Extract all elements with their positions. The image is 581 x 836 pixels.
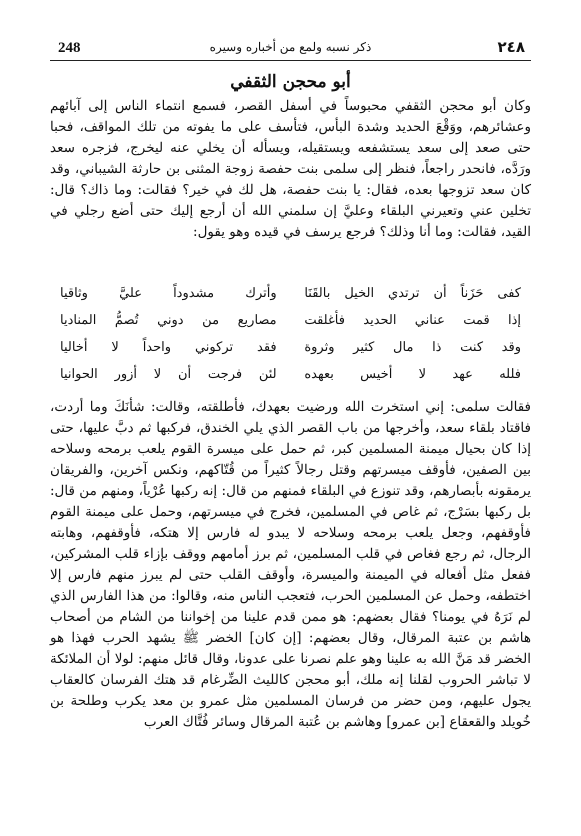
section-title: أبو محجن الثقفي: [230, 72, 351, 92]
paragraph-2: فقالت سلمى: إني استخرت الله ورضيت بعهدك، فأطلقته، وقالت: شأنَكَ وما أردت، فاقتاد بلقاء سعد، وأخرجها من باب القصر الذي يلي الخندق، فركبها ثم دبَّ عليها، حتى إذا كان بحيال ميمنة المسلمين كبر، ثم حمل على ميسرة القوم يلعب برمحه وسلاحه بين الصفين، فأوقف ميسرتهم وقتل رجالاً كثيراً من قُتّاكهم، ونكس آخرين، والفريقان يرمقونه بأبصارهم، وقد تنوزع في البلقاء فمنهم من قال: إنه ركبها عُرْياً، ومنهم من قال: بل ركبها بسَرْج، ثم غاص في المسلمين، فخرج في ميسرتهم، وحمل على ميمنة القوم فأوقفهم، وجعل يلعب برمحه وسلاحه لا يبدو له فارس إلا هتكه، فأوقفهم، وهابته الرجال، ثم رجع فغاص في قلب المسلمين، ثم برز أمامهم ووقف بإزاء قلب المشركين، ففعل مثل أفعاله في الميمنة والميسرة، وأوقف القلب حتى لم يبرز منهم فارس إلا اختطفه، وحمل عن المسلمين الحرب، فتعجب الناس منه، وقالوا: من هذا الفارس الذي لم نَرَهُ في يومنا؟ فقال بعضهم: هو ممن قدم علينا من إخواننا من الشام من أصحاب هاشم بن عتبة المرقال، وقال بعضهم: [إن كان] الخضر ﷺ يشهد الحرب فهذا هو الخضر قد مَنَّ الله به علينا وهو علم نصرنا على عدونا، وقال قائل منهم: لولا أن الملائكة لا تباشر الحروب لقلنا إنه ملك، أبو محجن كالليث الضِّرغام قد هتك الفرسان كالعقاب يجول عليهم، ومن حضر من فرسان المسلمين مثل عمرو بن معد يكرب وطلحة بن خُويلد والقعقاع [بن عمرو] وهاشم بن عُتبة المرقال وسائر فُتَّاك العرب: [50, 399, 531, 730]
verse-1-first-hemistich: كفى حَزَناً أن ترتدي الخيل بالقَنَا: [304, 286, 521, 301]
verse-3-second-hemistich: فقد تركوني واحداً لا أخاليا: [60, 340, 277, 355]
page-number-latin: 248: [58, 40, 81, 56]
verse-4-second-hemistich: لئن فرجت أن لا أزور الحوانيا: [60, 367, 277, 382]
poem-verse-4: [60, 361, 521, 388]
poem-verse-2: [60, 307, 521, 334]
poem: [60, 280, 521, 388]
verse-3-first-hemistich: وقد كنت ذا مال كثير وثروة: [304, 340, 521, 355]
verse-2-first-hemistich: إذا قمت عناني الحديد فأغلقت: [304, 313, 521, 328]
verse-2-second-hemistich: مصاريع من دوني تُصمُّ المناديا: [60, 313, 277, 328]
running-title: ذكر نسبه ولمع من أخباره وسيره: [209, 40, 372, 54]
verse-4-first-hemistich: فلله عهد لا أخيس بعهده: [304, 367, 521, 382]
paragraph-1: وكان أبو محجن الثقفي محبوساً في أسفل القصر، فسمع انتماء الناس إلى آبائهم وعشائرهم، ووَقْعَ الحديد وشدة البأس، فتأسف على ما يفوته من تلك المواقف، فحبا حتى صعد إلى سعد يستشفعه ويستقيله، ويسأله أن يخلي عنه ليخرج، فزجره سعد ورَدَّه، فانحدر راجعاً، فنظر إلى سلمى بنت حفصة زوجة المثنى بن حارثة الشيباني، وقد كان سعد تزوجها بعده، فقال: يا بنت حفصة، هل لك في خير؟ فقالت: وما ذاك؟ قال: تخلين عني وتعيرني البلقاء وعليَّ إن سلمني الله أن أرجع إليك حتى أضع رجلي في القيد، فقالت: وما أنا وذلك؟ فرجع يرسف في قيده وهو يقول:: [50, 98, 531, 240]
verse-1-second-hemistich: وأترك مشدوداً عليَّ وثاقيا: [60, 286, 277, 301]
paragraph-2-container: [50, 397, 531, 733]
poem-verse-1: [60, 280, 521, 307]
page-number-arabic: ٢٤٨: [497, 38, 525, 56]
paragraph-1-container: [50, 96, 531, 243]
page-header: [50, 36, 531, 61]
poem-verse-3: [60, 334, 521, 361]
